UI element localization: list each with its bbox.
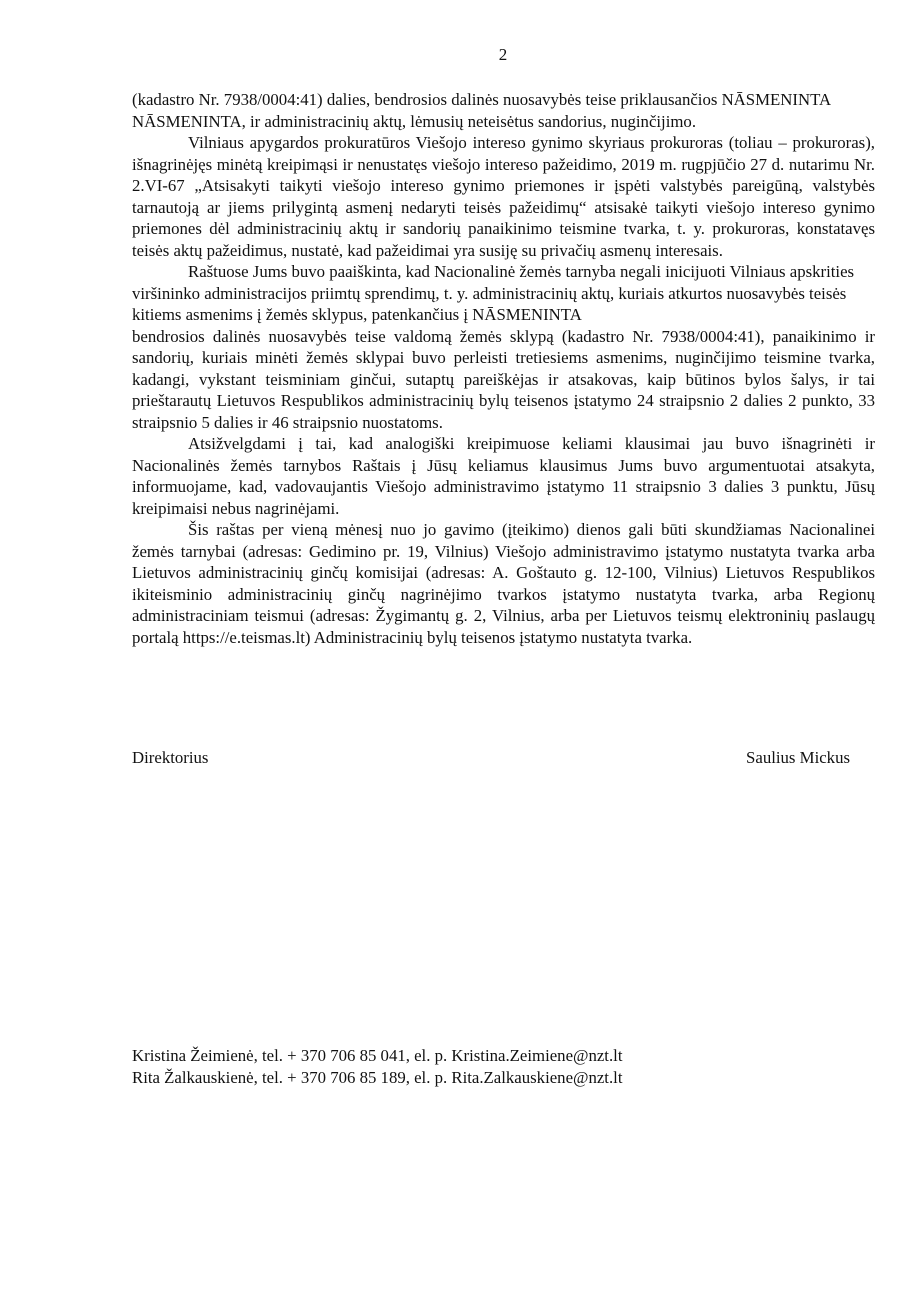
- page-number: 2: [498, 45, 508, 64]
- letter-body: [132, 89, 875, 648]
- signature-block: [132, 747, 850, 769]
- paragraph-prosecutor: Vilniaus apygardos prokuratūros Viešojo intereso gynimo skyriaus prokuroras (toliau – prokuroras), išnagrinėjęs minėtą kreipimąsi ir nenustatęs viešojo intereso pažeidimo, 2019 m. rugpjūčio 27 d. nutarimu Nr. 2.VI-67 „Atsisakyti taikyti viešojo intereso gynimo priemones ir įspėti valstybės pareigūną, valstybės tarnautoją ar jiems prilygintą asmenį nedaryti teisės pažeidimų“ atsisakė taikyti viešojo intereso gynimo priemones dėl administracinių aktų ir sandorių panaikinimo teismine tvarka, t. y. prokuroras, konstatavęs teisės aktų pažeidimus, nustatė, kad pažeidimai yra susiję su privačių asmenų interesais.: [132, 133, 875, 260]
- paragraph-explanation-part-b: bendrosios dalinės nuosavybės teise valdomą žemės sklypą (kadastro Nr. 7938/0004:41), panaikinimo ir sandorių, kuriais minėti žemės sklypai buvo perleisti tretiesiems asmenims, nuginčijimo teismine tvarka, kadangi, vykstant teisminiam ginčui, sutaptų pareiškėjas ir atsakovas, kaip būtinos bylos šalys, ir tai prieštarautų Lietuvos Respublikos administracinių bylų teisenos įstatymo 24 straipsnio 2 dalies 2 punkto, 33 straipsnio 5 dalies ir 46 straipsnio nuostatoms.: [132, 326, 875, 432]
- paragraph-line: NĀSMENINTA, ir administracinių aktų, lėmusių neteisėtus sandorius, nuginčijimo.: [132, 111, 697, 131]
- paragraph-continuation: [132, 89, 875, 132]
- paragraph-explanation-part-a: Raštuose Jums buvo paaiškinta, kad Nacionalinė žemės tarnyba negali inicijuoti Vilniaus apskrities viršininko administracijos priimtų sprendimų, t. y. administracinių aktų, kuriais atkurtos nuosavybės teisės kitiems asmenims į žemės sklypus, patenkančius į NĀSMENINTA: [132, 262, 855, 324]
- signatory-position: Direktorius: [132, 748, 209, 767]
- paragraph-decision: Atsižvelgdami į tai, kad analogiški kreipimuose keliami klausimai jau buvo išnagrinėti ir Nacionalinės žemės tarnybos Raštais į Jūsų keliamus klausimus Jums buvo argumentuotai atsakyta, informuojame, kad, vadovaujantis Viešojo administravimo įstatymo 11 straipsnio 3 dalies 3 punktu, Jūsų kreipimaisi nebus nagrinėjami.: [132, 434, 875, 518]
- contact-line: Kristina Žeimienė, tel. + 370 706 85 041, el. p. Kristina.Zeimiene@nzt.lt: [132, 1046, 623, 1065]
- paragraph-appeal: Šis raštas per vieną mėnesį nuo jo gavimo (įteikimo) dienos gali būti skundžiamas Nacionalinei žemės tarnybai (adresas: Gedimino pr. 19, Vilnius) Viešojo administravimo įstatymo nustatyta tvarka arba Lietuvos administracinių ginčų komisijai (adresas: A. Goštauto g. 12-100, Vilnius) Lietuvos Respublikos ikiteisminio administracinių ginčų nagrinėjimo tvarkos įstatymo nustatyta tvarka, arba Regionų administraciniam teismui (adresas: Žygimantų g. 2, Vilnius, arba per Lietuvos teismų elektroninių paslaugų portalą https://e.teismas.lt) Administracinių bylų teisenos įstatymo nustatyta tvarka.: [132, 520, 875, 647]
- contact-list: [132, 1045, 623, 1089]
- paragraph-line: (kadastro Nr. 7938/0004:41) dalies, bendrosios dalinės nuosavybės teise priklausančios NĀSMENINTA: [132, 90, 832, 109]
- signatory-name: Saulius Mickus: [746, 748, 850, 767]
- contact-line: Rita Žalkauskienė, tel. + 370 706 85 189, el. p. Rita.Zalkauskiene@nzt.lt: [132, 1068, 623, 1087]
